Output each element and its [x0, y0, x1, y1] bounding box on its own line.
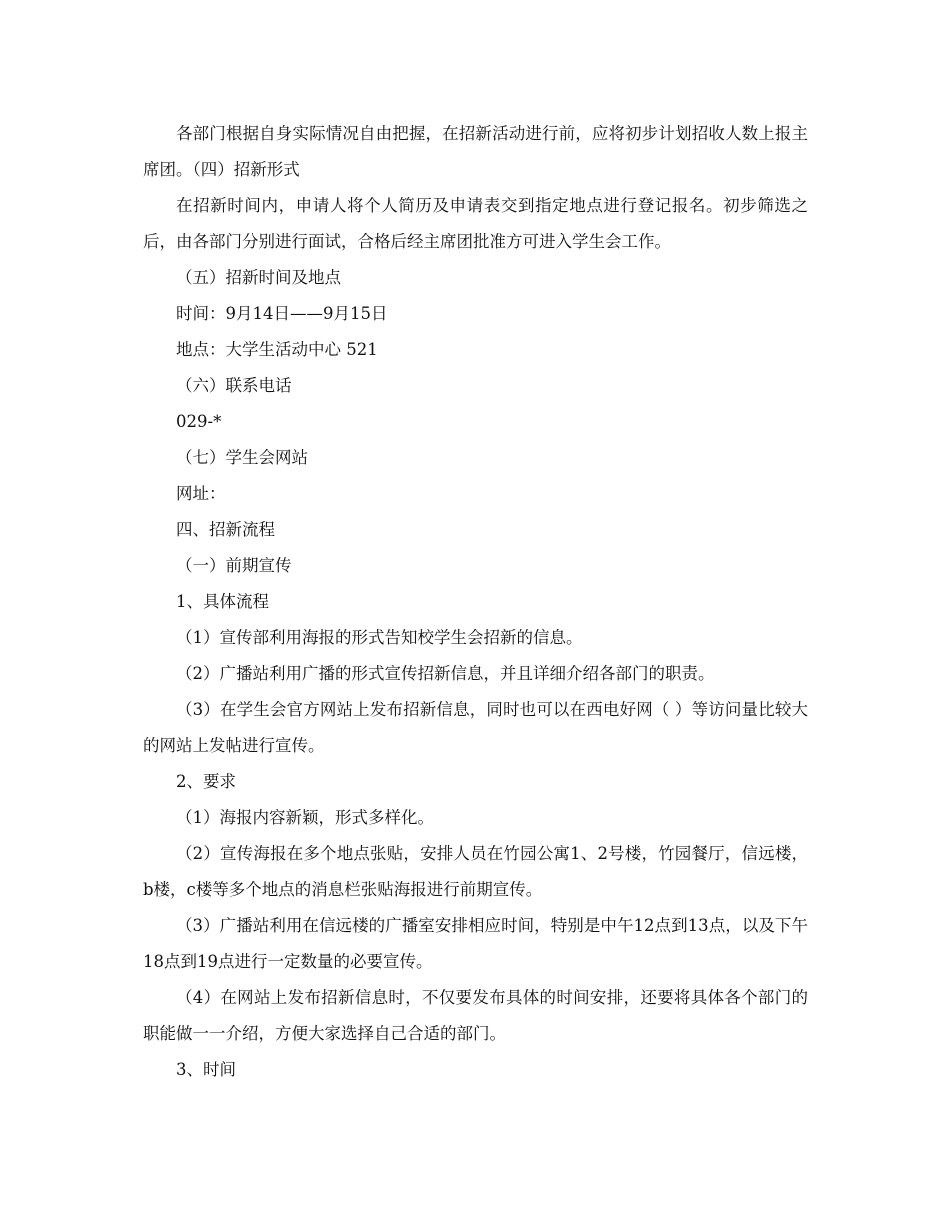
heading-website: （七）学生会网站 [176, 448, 308, 467]
line-phone-number: 029-* [176, 412, 222, 431]
heading-phone: （六）联系电话 [176, 376, 292, 395]
list-item-website: （3）在学生会官方网站上发布招新信息，同时也可以在西电好网（ ）等访问量比较大的网站上发帖进行宣传。 [143, 700, 808, 755]
subheading-specific-process: 1、具体流程 [176, 592, 269, 611]
paragraph-plan-report: 各部门根据自身实际情况自由把握，在招新活动进行前，应将初步计划招收人数上报主席团。（四）招新形式 [143, 124, 808, 179]
line-time: 时间：9月14日——9月15日 [176, 304, 388, 323]
list-item-website-details: （4）在网站上发布招新信息时，不仅要发布具体的时间安排，还要将具体各个部门的职能做一一介绍，方便大家选择自己合适的部门。 [143, 988, 808, 1043]
line-website-url: 网址： [176, 484, 226, 503]
line-place: 地点：大学生活动中心 521 [176, 340, 378, 359]
list-item-broadcast: （2）广播站利用广播的形式宣传招新信息，并且详细介绍各部门的职责。 [176, 664, 715, 683]
subheading-early-promotion: （一）前期宣传 [176, 556, 292, 575]
subheading-time: 3、时间 [176, 1060, 236, 1079]
section-heading-recruit-process: 四、招新流程 [176, 520, 275, 539]
list-item-poster-content: （1）海报内容新颖，形式多样化。 [176, 808, 434, 827]
subheading-requirements: 2、要求 [176, 772, 236, 791]
heading-time-place: （五）招新时间及地点 [176, 268, 341, 287]
list-item-poster-locations: （2）宣传海报在多个地点张贴，安排人员在竹园公寓1、2号楼，竹园餐厅，信远楼，b楼，c楼等多个地点的消息栏张贴海报进行前期宣传。 [143, 844, 808, 899]
document-body [143, 116, 808, 1088]
list-item-poster: （1）宣传部利用海报的形式告知校学生会招新的信息。 [176, 628, 583, 647]
list-item-broadcast-schedule: （3）广播站利用在信远楼的广播室安排相应时间，特别是中午12点到13点，以及下午18点到19点进行一定数量的必要宣传。 [143, 916, 808, 971]
paragraph-recruit-form: 在招新时间内，申请人将个人简历及申请表交到指定地点进行登记报名。初步筛选之后，由各部门分别进行面试，合格后经主席团批准方可进入学生会工作。 [143, 196, 808, 251]
